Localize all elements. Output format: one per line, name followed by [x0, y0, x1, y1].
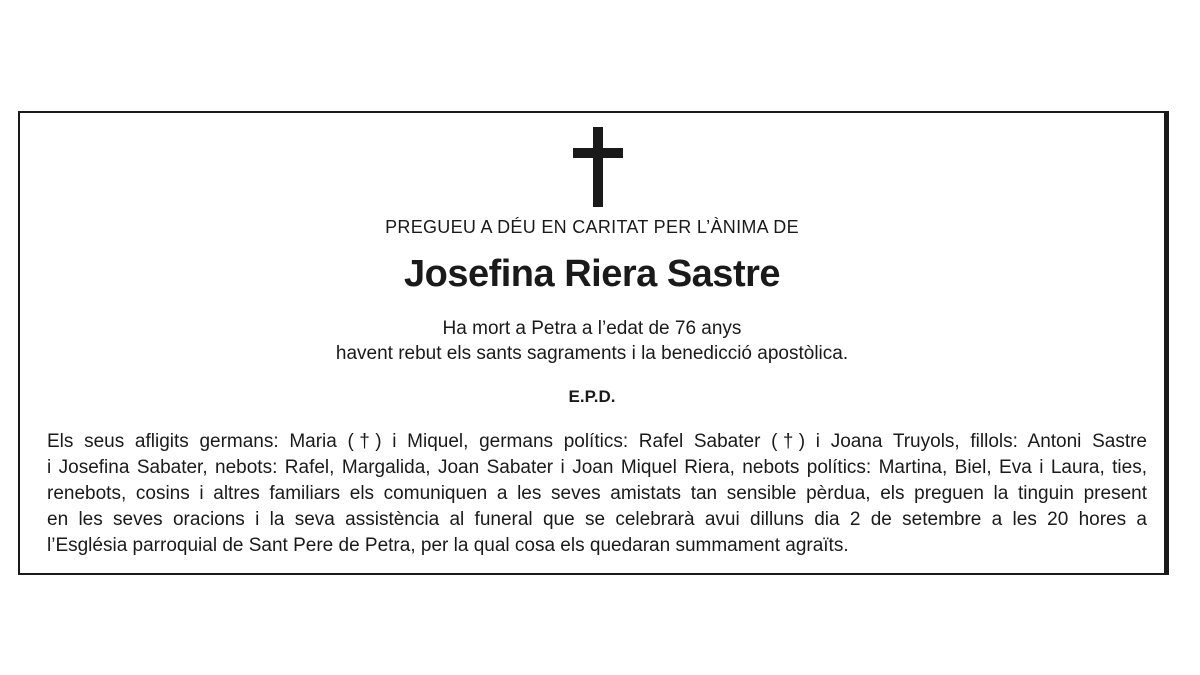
- family-message-line: renebots, cosins i altres familiars els comuniquen a les seves amistats tan sensible pèrdua, els preguen la tinguin present: [47, 483, 1147, 504]
- family-message-line: Els seus afligits germans: Maria (†) i Miquel, germans polítics: Rafel Sabater (†) i Joana Truyols, fillols: Antoni Sastre: [47, 431, 1147, 452]
- family-message-line: i Josefina Sabater, nebots: Rafel, Margalida, Joan Sabater i Joan Miquel Riera, nebots polítics: Martina, Biel, Eva i Laura, ties,: [47, 457, 1147, 478]
- prayer-heading: PREGUEU A DÉU EN CARITAT PER L’ÀNIMA DE: [385, 217, 799, 237]
- family-message-line: l’Església parroquial de Sant Pere de Petra, per la qual cosa els quedaran summament agraïts.: [47, 535, 849, 556]
- sacraments-line: havent rebut els sants sagraments i la benedicció apostòlica.: [335, 343, 849, 364]
- family-message-line: en les seves oracions i la seva assistència al funeral que se celebrarà avui dilluns dia 2 de setembre a les 20 hores a: [47, 509, 1147, 530]
- death-details: Ha mort a Petra a l’edat de 76 anys: [442, 318, 742, 339]
- family-message: [47, 429, 1147, 559]
- epd-label: E.P.D.: [568, 387, 616, 406]
- latin-cross-icon: [573, 127, 623, 207]
- obituary-notice: [18, 111, 1169, 575]
- deceased-name: Josefina Riera Sastre: [403, 253, 781, 295]
